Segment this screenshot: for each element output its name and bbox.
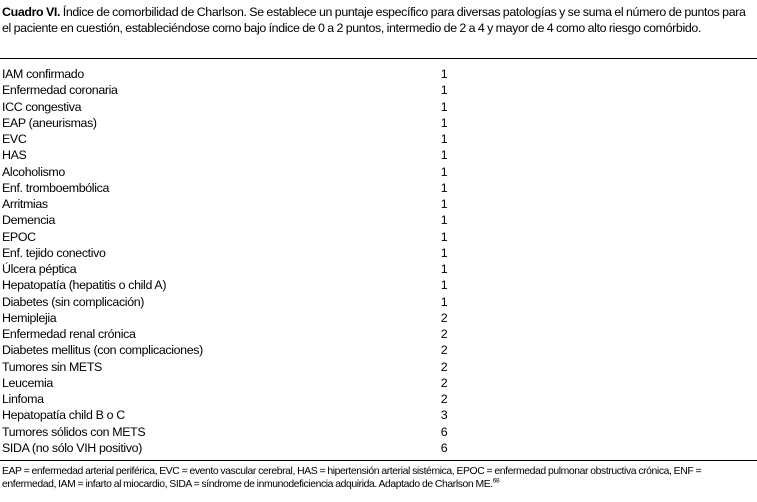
condition-score: 1 xyxy=(440,245,448,260)
footnote-reference: 68 xyxy=(492,477,500,485)
table-row xyxy=(0,326,757,342)
condition-name: EVC xyxy=(2,132,27,146)
condition-name: SIDA (no sólo VIH positivo) xyxy=(2,440,142,455)
table-row xyxy=(0,196,757,212)
condition-name: Diabetes mellitus (con complicaciones) xyxy=(2,343,203,358)
table-row xyxy=(0,310,757,326)
table-row xyxy=(0,359,757,375)
table-row xyxy=(0,261,757,277)
condition-score: 2 xyxy=(440,392,448,406)
table-row xyxy=(0,147,757,163)
condition-name: Arritmias xyxy=(2,197,48,211)
condition-score: 2 xyxy=(440,359,448,374)
table-row xyxy=(0,66,757,82)
condition-score: 1 xyxy=(440,180,448,195)
table-row xyxy=(0,212,757,228)
condition-score: 2 xyxy=(440,310,448,325)
table-caption xyxy=(2,5,754,36)
bottom-rule xyxy=(0,460,757,461)
comorbidity-table xyxy=(0,66,757,456)
table-row xyxy=(0,440,757,456)
condition-score: 1 xyxy=(440,115,448,130)
condition-name: HAS xyxy=(2,148,27,163)
table-row xyxy=(0,424,757,440)
condition-score: 1 xyxy=(440,294,448,309)
condition-name: Diabetes (sin complicación) xyxy=(2,294,145,309)
condition-score: 3 xyxy=(440,408,448,423)
condition-score: 2 xyxy=(440,327,448,341)
table-row xyxy=(0,277,757,293)
condition-score: 1 xyxy=(440,148,448,163)
condition-score: 1 xyxy=(440,262,448,276)
condition-name: Enf. tejido conectivo xyxy=(2,245,106,260)
condition-name: Hepatopatía child B o C xyxy=(2,408,125,423)
condition-score: 1 xyxy=(440,67,448,81)
condition-name: Tumores sin METS xyxy=(2,359,102,374)
condition-name: Tumores sólidos con METS xyxy=(2,424,146,439)
condition-score: 1 xyxy=(440,213,448,228)
condition-score: 6 xyxy=(440,440,448,455)
condition-score: 2 xyxy=(440,375,448,390)
table-row xyxy=(0,99,757,115)
condition-score: 2 xyxy=(440,343,448,358)
condition-name: Linfoma xyxy=(2,392,44,406)
table-row xyxy=(0,375,757,391)
table-row xyxy=(0,245,757,261)
table-row xyxy=(0,115,757,131)
condition-score: 6 xyxy=(440,424,448,439)
condition-name: Demencia xyxy=(2,213,55,228)
condition-name: ICC congestiva xyxy=(2,99,82,114)
condition-score: 1 xyxy=(440,99,448,114)
condition-name: Hemiplejia xyxy=(2,310,57,325)
table-row xyxy=(0,131,757,147)
condition-name: Úlcera péptica xyxy=(2,262,77,276)
table-row xyxy=(0,342,757,358)
top-rule xyxy=(0,58,757,59)
table-row xyxy=(0,294,757,310)
footnote-text: EAP = enfermedad arterial periférica, EVC = evento vascular cerebral, HAS = hipertensión arterial sistémica, EPOC = enfermedad pulmonar obstructiva crónica, ENF = enfermedad, IAM = infarto al miocardio, SIDA = síndrome de inmunodeficiencia adquirida. Adaptado de Charlson ME. xyxy=(2,466,702,491)
table-row xyxy=(0,164,757,180)
table-row xyxy=(0,407,757,423)
condition-name: Alcoholismo xyxy=(2,164,65,179)
table-row xyxy=(0,391,757,407)
table-row xyxy=(0,229,757,245)
caption-label: Cuadro VI. xyxy=(2,5,61,19)
table-row xyxy=(0,82,757,98)
condition-name: IAM confirmado xyxy=(2,67,84,81)
condition-name: Enfermedad coronaria xyxy=(2,83,118,98)
table-row xyxy=(0,180,757,196)
condition-score: 1 xyxy=(440,197,448,211)
condition-name: EPOC xyxy=(2,229,36,244)
condition-name: EAP (aneurismas) xyxy=(2,115,97,130)
condition-score: 1 xyxy=(440,278,448,293)
condition-score: 1 xyxy=(440,132,448,146)
condition-name: Enf. tromboembólica xyxy=(2,180,109,195)
condition-name: Hepatopatía (hepatitis o child A) xyxy=(2,278,167,293)
table-footnote xyxy=(2,465,757,492)
caption-text: Índice de comorbilidad de Charlson. Se establece un puntaje específico para diversas patologías y se suma el número de puntos para el paciente en cuestión, estableciéndose como bajo índice de 0 a 2 puntos, intermedio de 2 a 4 y mayor de 4 como alto riesgo comórbido. xyxy=(2,5,746,35)
condition-score: 1 xyxy=(440,83,448,98)
condition-name: Leucemia xyxy=(2,375,53,390)
condition-name: Enfermedad renal crónica xyxy=(2,327,136,341)
condition-score: 1 xyxy=(440,229,448,244)
condition-score: 1 xyxy=(440,164,448,179)
